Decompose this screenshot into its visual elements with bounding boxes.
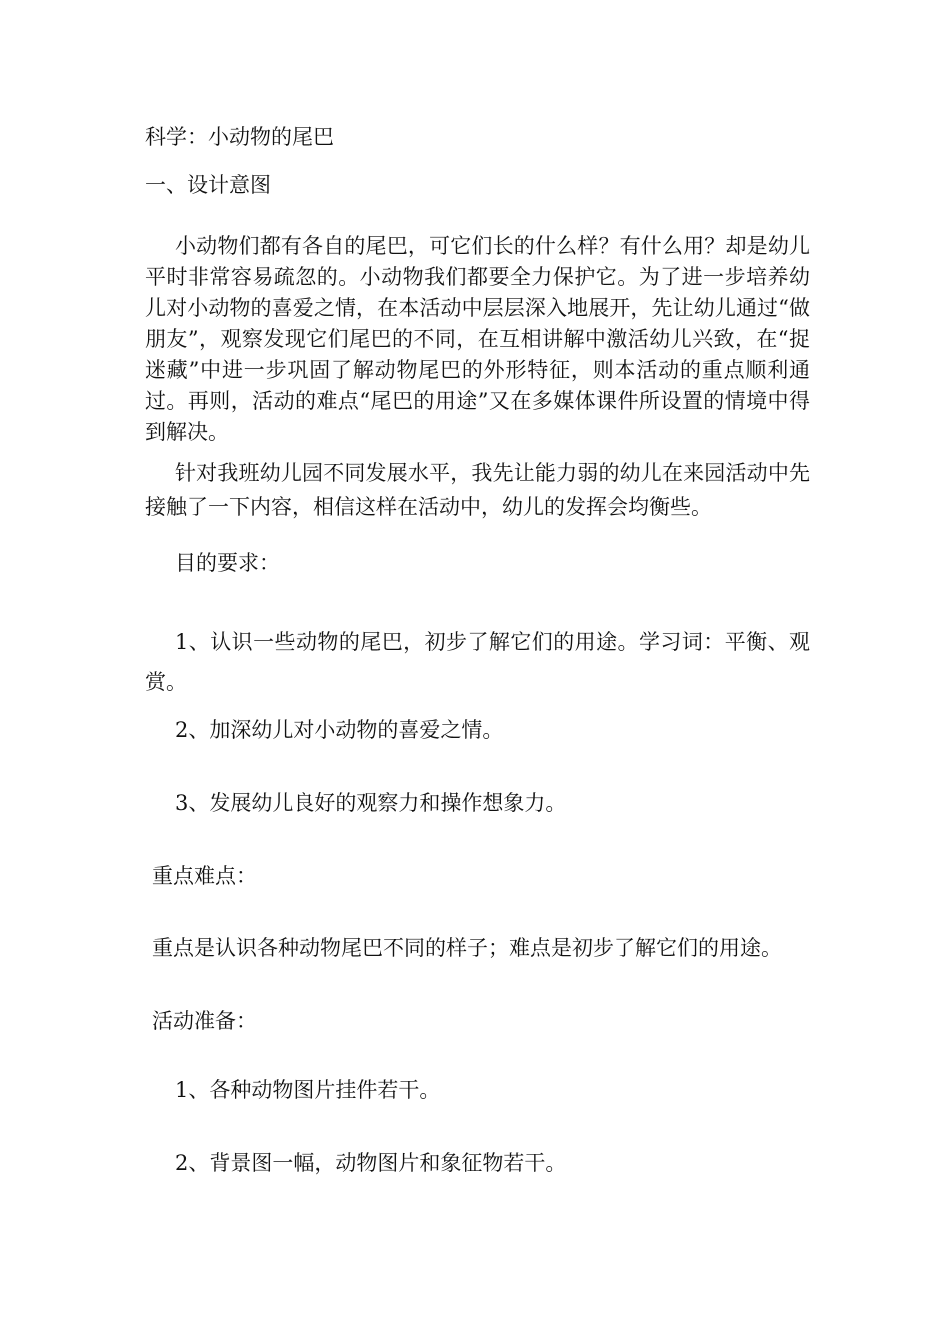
preparation-item-1: 1、各种动物图片挂件若干。 [175,1078,441,1102]
goal-item-2: 2、加深幼儿对小动物的喜爱之情。 [175,718,504,742]
preparation-heading: 活动准备： [152,1009,257,1033]
intent-paragraph-2: 针对我班幼儿园不同发展水平，我先让能力弱的幼儿在来园活动中先接触了一下内容，相信这样在活动中，幼儿的发挥会均衡些。 [145,461,810,519]
document-title: 科学：小动物的尾巴 [145,125,334,149]
preparation-item-2: 2、背景图一幅，动物图片和象征物若干。 [175,1151,567,1175]
goal-item-1: 1、认识一些动物的尾巴，初步了解它们的用途。学习词：平衡、观赏。 [145,630,810,694]
key-points-body: 重点是认识各种动物尾巴不同的样子；难点是初步了解它们的用途。 [152,936,782,960]
goal-item-3: 3、发展幼儿良好的观察力和操作想象力。 [175,791,567,815]
intent-paragraph-1: 小动物们都有各自的尾巴，可它们长的什么样？有什么用？却是幼儿平时非常容易疏忽的。小动物我们都要全力保护它。为了进一步培养幼儿对小动物的喜爱之情，在本活动中层层深入地展开，先让幼儿通过“做朋友”，观察发现它们尾巴的不同，在互相讲解中激活幼儿兴致，在“捉迷藏”中进一步巩固了解动物尾巴的外形特征，则本活动的重点顺利通过。再则，活动的难点“尾巴的用途”又在多媒体课件所设置的情境中得到解决。 [145,234,810,444]
key-points-heading: 重点难点： [152,864,257,888]
section-heading-design-intent: 一、设计意图 [145,173,271,197]
goals-heading: 目的要求： [175,551,280,575]
